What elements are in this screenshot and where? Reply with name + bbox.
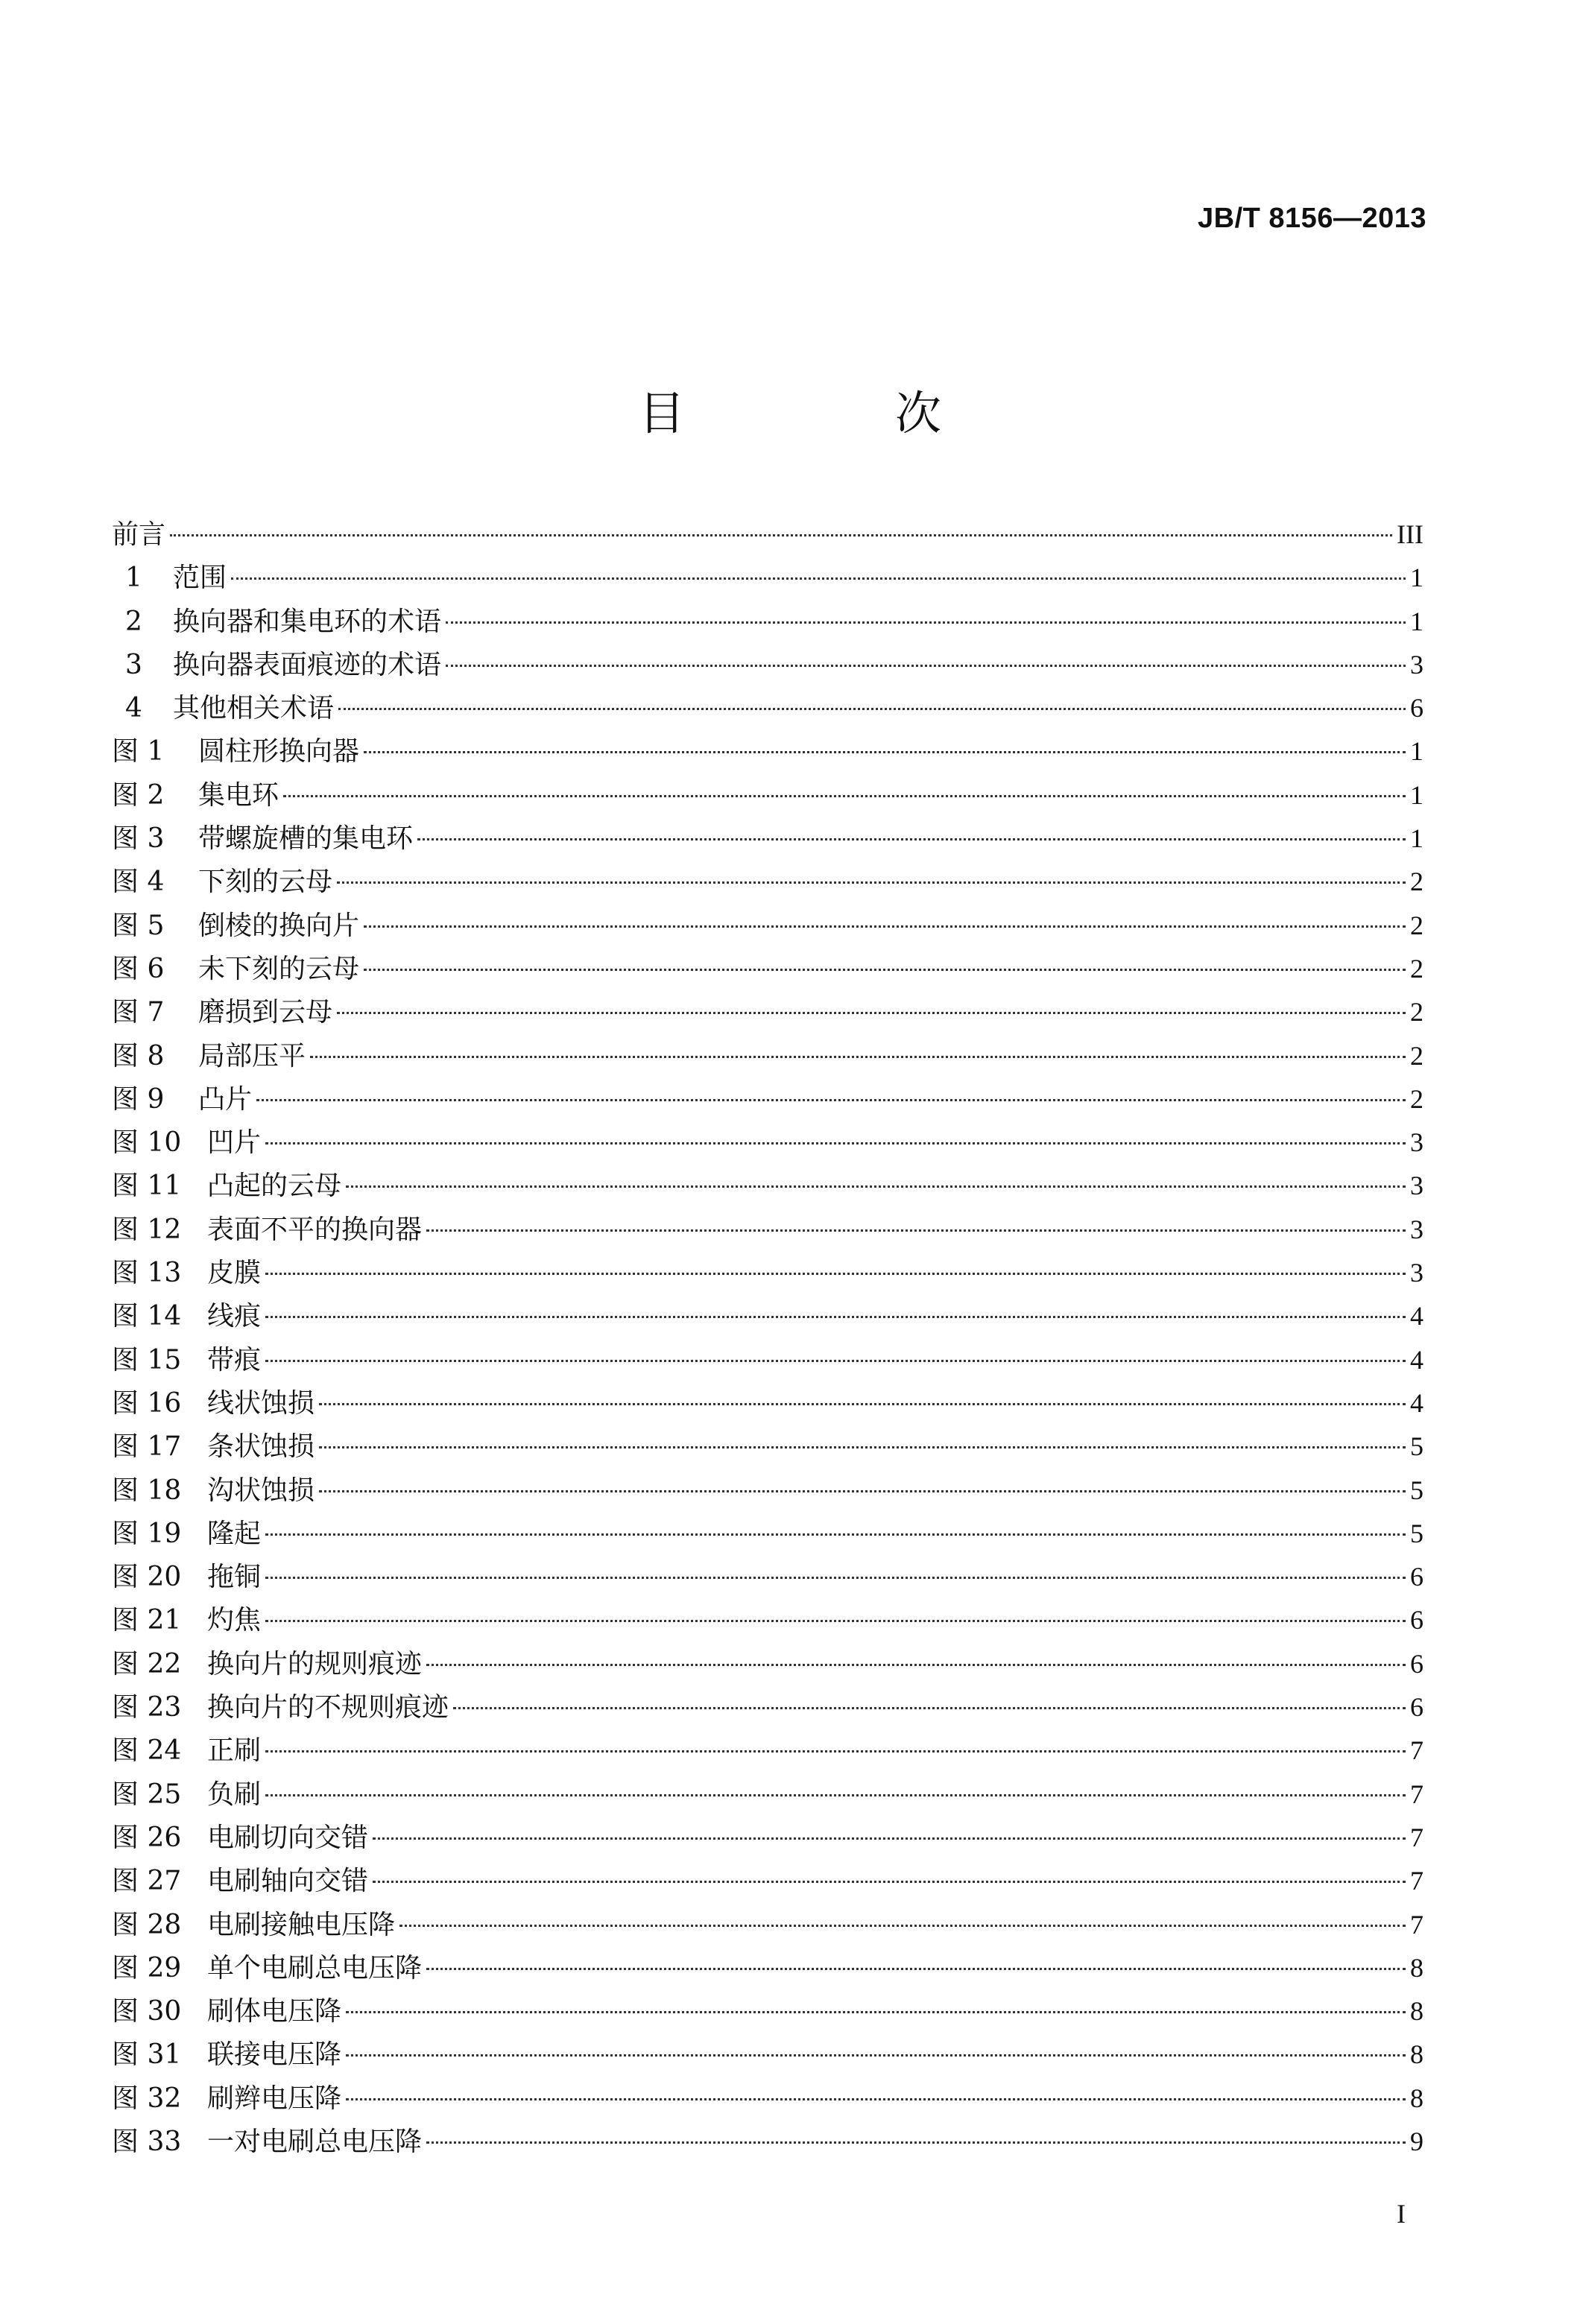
- toc-entry-label: 磨损到云母: [198, 997, 333, 1028]
- toc-entry[interactable]: [112, 1598, 1423, 1641]
- toc-entry[interactable]: [112, 729, 1423, 773]
- toc-entry-label: 线状蚀损: [207, 1387, 315, 1419]
- toc-entry-number: 图 26: [112, 1822, 182, 1853]
- dot-leader: [337, 1012, 1406, 1014]
- toc-entry[interactable]: [112, 1729, 1423, 1772]
- toc-entry-label: 表面不平的换向器: [207, 1214, 423, 1245]
- toc-entry-number: 图 30: [112, 1996, 182, 2027]
- toc-entry-page: 2: [1410, 953, 1423, 984]
- dot-leader: [346, 2054, 1406, 2057]
- toc-entry-number: 4: [125, 693, 142, 724]
- toc-entry[interactable]: [112, 556, 1423, 599]
- toc-entry-number: 图 6: [112, 953, 165, 984]
- dot-leader: [265, 1620, 1406, 1622]
- toc-entry-number: 图 22: [112, 1648, 182, 1679]
- toc-entry[interactable]: [112, 2077, 1423, 2120]
- toc-entry-number: 图 14: [112, 1301, 182, 1332]
- dot-leader: [346, 2098, 1406, 2100]
- toc-entry[interactable]: [112, 513, 1423, 556]
- toc-entry[interactable]: [112, 2120, 1423, 2163]
- toc-entry-page: 5: [1410, 1518, 1423, 1548]
- toc-entry-number: 图 10: [112, 1127, 182, 1159]
- toc-entry-number: 图 21: [112, 1605, 182, 1636]
- toc-entry-label: 下刻的云母: [198, 867, 333, 898]
- toc-entry-number: 图 23: [112, 1692, 182, 1723]
- toc-entry-page: 7: [1410, 1735, 1423, 1766]
- toc-entry-number: 图 3: [112, 823, 165, 855]
- toc-entry[interactable]: [112, 600, 1423, 643]
- toc-entry[interactable]: [112, 1294, 1423, 1337]
- toc-entry-page: 3: [1410, 1258, 1423, 1288]
- toc-entry-page: 9: [1410, 2126, 1423, 2156]
- toc-entry-number: 图 12: [112, 1214, 182, 1245]
- toc-entry-page: III: [1397, 519, 1423, 549]
- toc-entry-page: 6: [1410, 693, 1423, 724]
- toc-entry-number: 图 11: [112, 1171, 182, 1202]
- toc-entry[interactable]: [112, 1251, 1423, 1294]
- toc-entry-label: 其他相关术语: [173, 693, 335, 724]
- toc-entry-number: 图 20: [112, 1562, 182, 1593]
- toc-entry-label: 负刷: [207, 1779, 262, 1810]
- toc-entry-label: 隆起: [207, 1518, 262, 1549]
- toc-entry-page: 2: [1410, 1040, 1423, 1071]
- dot-leader: [265, 1794, 1406, 1796]
- toc-entry-label: 刷辫电压降: [207, 2083, 342, 2114]
- toc-entry-label: 条状蚀损: [207, 1431, 315, 1463]
- dot-leader: [453, 1707, 1406, 1709]
- toc-entry[interactable]: [112, 1642, 1423, 1685]
- toc-entry-number: 图 4: [112, 867, 165, 898]
- toc-entry-number: 3: [125, 649, 142, 680]
- toc-entry-page: 2: [1410, 1083, 1423, 1114]
- toc-entry-number: 1: [125, 563, 142, 594]
- toc-entry-page: 4: [1410, 1387, 1423, 1418]
- toc-entry-label: 集电环: [198, 779, 279, 811]
- dot-leader: [399, 1925, 1406, 1927]
- toc-entry-number: 图 29: [112, 1952, 182, 1983]
- toc-entry-number: 图 27: [112, 1866, 182, 1897]
- toc-entry-label: 线痕: [207, 1301, 262, 1332]
- toc-entry-page: 8: [1410, 2039, 1423, 2070]
- dot-leader: [373, 1881, 1406, 1883]
- toc-entry[interactable]: [112, 1555, 1423, 1598]
- toc-entry[interactable]: [112, 1903, 1423, 1946]
- toc-entry-label: 圆柱形换向器: [198, 736, 360, 767]
- toc-entry[interactable]: [112, 1469, 1423, 1512]
- toc-entry-number: 图 2: [112, 779, 165, 811]
- toc-entry[interactable]: [112, 1816, 1423, 1859]
- toc-entry[interactable]: [112, 1338, 1423, 1381]
- toc-entry[interactable]: [112, 990, 1423, 1033]
- toc-entry[interactable]: [112, 1773, 1423, 1816]
- toc-entry-label: 灼焦: [207, 1605, 262, 1636]
- toc-entry-number: 图 17: [112, 1431, 182, 1463]
- toc-entry-number: 图 7: [112, 997, 165, 1028]
- toc-entry-number: 图 16: [112, 1387, 182, 1419]
- toc-entry-page: 5: [1410, 1475, 1423, 1505]
- toc-entry-label: 带螺旋槽的集电环: [198, 823, 414, 855]
- toc-entry-page: 8: [1410, 1952, 1423, 1983]
- toc-entry[interactable]: [112, 1685, 1423, 1729]
- toc-entry-label: 电刷切向交错: [207, 1822, 369, 1853]
- dot-leader: [265, 1316, 1406, 1318]
- toc-entry-page: 7: [1410, 1822, 1423, 1852]
- toc-entry-label: 前言: [112, 519, 166, 550]
- toc-entry[interactable]: [112, 1077, 1423, 1121]
- dot-leader: [417, 838, 1406, 840]
- dot-leader: [446, 665, 1406, 667]
- toc-entry-label: 倒棱的换向片: [198, 910, 360, 941]
- toc-entry[interactable]: [112, 686, 1423, 729]
- toc-entry-label: 换向器和集电环的术语: [173, 606, 442, 637]
- toc-entry-label: 凸起的云母: [207, 1171, 342, 1202]
- toc-entry-label: 刷体电压降: [207, 1996, 342, 2027]
- toc-entry-page: 7: [1410, 1779, 1423, 1809]
- toc-entry-page: 1: [1410, 736, 1423, 767]
- dot-leader: [265, 1142, 1406, 1144]
- toc-entry-page: 7: [1410, 1909, 1423, 1940]
- dot-leader: [364, 925, 1406, 928]
- toc-entry[interactable]: [112, 1208, 1423, 1251]
- toc-entry[interactable]: [112, 904, 1423, 947]
- toc-entry-number: 图 33: [112, 2126, 182, 2157]
- toc-entry-number: 图 19: [112, 1518, 182, 1549]
- toc-entry[interactable]: [112, 1512, 1423, 1555]
- toc-entry-label: 沟状蚀损: [207, 1475, 315, 1506]
- toc-entry-label: 范围: [173, 563, 227, 594]
- toc-entry-label: 换向片的不规则痕迹: [207, 1692, 449, 1723]
- dot-leader: [319, 1446, 1406, 1448]
- toc-entry-page: 1: [1410, 779, 1423, 810]
- toc-entry-page: 8: [1410, 1996, 1423, 2027]
- toc-entry-page: 2: [1410, 867, 1423, 897]
- toc-entry-page: 2: [1410, 997, 1423, 1028]
- toc-entry-page: 5: [1410, 1431, 1423, 1462]
- dot-leader: [426, 1968, 1406, 1970]
- toc-entry[interactable]: [112, 817, 1423, 860]
- dot-leader: [231, 577, 1406, 580]
- toc-entry-label: 皮膜: [207, 1258, 262, 1289]
- toc-entry-label: 电刷接触电压降: [207, 1909, 396, 1940]
- toc-entry[interactable]: [112, 2033, 1423, 2076]
- toc-entry-page: 7: [1410, 1866, 1423, 1896]
- toc-entry-page: 2: [1410, 910, 1423, 940]
- toc-entry-number: 图 15: [112, 1344, 182, 1375]
- dot-leader: [446, 621, 1406, 624]
- dot-leader: [265, 1750, 1406, 1753]
- toc-entry-page: 3: [1410, 1214, 1423, 1244]
- toc-entry-label: 凹片: [207, 1127, 262, 1159]
- dot-leader: [319, 1490, 1406, 1492]
- toc-entry[interactable]: [112, 1859, 1423, 1902]
- dot-leader: [265, 1273, 1406, 1275]
- toc-entry-label: 正刷: [207, 1735, 262, 1767]
- dot-leader: [426, 1664, 1406, 1666]
- toc-entry-label: 带痕: [207, 1344, 262, 1375]
- toc-entry-label: 一对电刷总电压降: [207, 2126, 423, 2157]
- dot-leader: [265, 1360, 1406, 1362]
- toc-entry-page: 6: [1410, 1562, 1423, 1592]
- toc-entry-page: 6: [1410, 1692, 1423, 1723]
- toc-entry[interactable]: [112, 773, 1423, 817]
- dot-leader: [426, 1229, 1406, 1232]
- toc-entry[interactable]: [112, 1381, 1423, 1425]
- toc-entry[interactable]: [112, 1425, 1423, 1468]
- dot-leader: [346, 2011, 1406, 2013]
- page-title: 目 次: [638, 386, 1023, 440]
- toc-entry[interactable]: [112, 1121, 1423, 1164]
- dot-leader: [373, 1837, 1406, 1840]
- dot-leader: [265, 1577, 1406, 1579]
- dot-leader: [310, 1056, 1406, 1058]
- toc-entry-page: 3: [1410, 649, 1423, 680]
- toc-entry-page: 4: [1410, 1344, 1423, 1375]
- dot-leader: [426, 2141, 1406, 2144]
- toc-entry-page: 6: [1410, 1648, 1423, 1679]
- toc-entry-label: 联接电压降: [207, 2039, 342, 2071]
- toc-entry-page: 4: [1410, 1301, 1423, 1332]
- dot-leader: [346, 1185, 1406, 1188]
- dot-leader: [170, 534, 1392, 536]
- toc-entry-page: 1: [1410, 823, 1423, 854]
- toc-entry-label: 单个电刷总电压降: [207, 1952, 423, 1983]
- dot-leader: [319, 1403, 1406, 1405]
- toc-entry-number: 图 25: [112, 1779, 182, 1810]
- toc-entry[interactable]: [112, 1946, 1423, 1989]
- toc-entry-label: 拖铜: [207, 1562, 262, 1593]
- toc-entry-number: 图 31: [112, 2039, 182, 2071]
- dot-leader: [337, 881, 1406, 884]
- document-code: JB/T 8156—2013: [1198, 203, 1426, 234]
- toc-entry-page: 3: [1410, 1171, 1423, 1201]
- toc-entry[interactable]: [112, 643, 1423, 686]
- toc-entry-label: 换向器表面痕迹的术语: [173, 649, 442, 680]
- dot-leader: [364, 751, 1406, 753]
- toc-entry[interactable]: [112, 1164, 1423, 1207]
- toc-entry-number: 图 9: [112, 1083, 165, 1115]
- toc-entry[interactable]: [112, 1989, 1423, 2033]
- dot-leader: [364, 969, 1406, 971]
- page-number: I: [1397, 2199, 1406, 2229]
- toc-entry[interactable]: [112, 860, 1423, 903]
- toc-entry-page: 6: [1410, 1605, 1423, 1636]
- toc-entry-label: 未下刻的云母: [198, 953, 360, 984]
- dot-leader: [338, 708, 1406, 710]
- toc-entry-page: 3: [1410, 1127, 1423, 1158]
- dot-leader: [256, 1099, 1406, 1101]
- toc-entry-page: 1: [1410, 606, 1423, 636]
- toc-entry-number: 图 1: [112, 736, 165, 767]
- table-of-contents: [112, 513, 1423, 2163]
- toc-entry-label: 凸片: [198, 1083, 253, 1115]
- toc-entry-label: 局部压平: [198, 1040, 306, 1071]
- toc-entry-label: 换向片的规则痕迹: [207, 1648, 423, 1679]
- toc-entry-number: 图 13: [112, 1258, 182, 1289]
- toc-entry-number: 图 32: [112, 2083, 182, 2114]
- toc-entry-label: 电刷轴向交错: [207, 1866, 369, 1897]
- dot-leader: [283, 795, 1406, 797]
- toc-entry-number: 图 8: [112, 1040, 165, 1071]
- toc-entry-page: 1: [1410, 563, 1423, 593]
- toc-entry[interactable]: [112, 947, 1423, 990]
- toc-entry-number: 图 5: [112, 910, 165, 941]
- toc-entry-number: 2: [125, 606, 142, 637]
- toc-entry-number: 图 28: [112, 1909, 182, 1940]
- toc-entry-number: 图 24: [112, 1735, 182, 1767]
- toc-entry[interactable]: [112, 1034, 1423, 1077]
- toc-entry-number: 图 18: [112, 1475, 182, 1506]
- dot-leader: [265, 1533, 1406, 1536]
- toc-entry-page: 8: [1410, 2083, 1423, 2113]
